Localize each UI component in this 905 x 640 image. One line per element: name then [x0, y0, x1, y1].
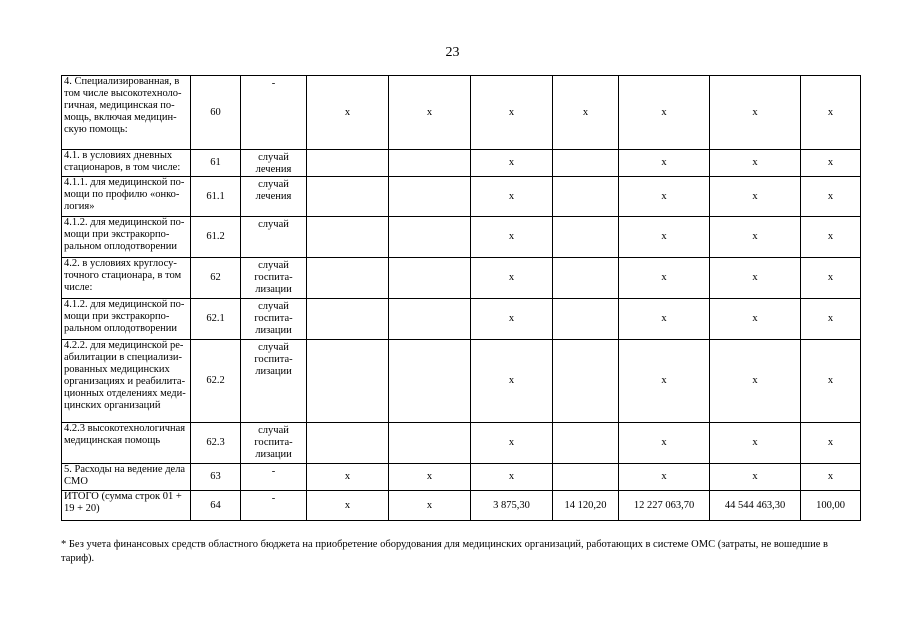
row-unit: случай госпита-лизации	[241, 423, 307, 464]
row-value-cell: x	[801, 177, 861, 217]
row-value-cell: x	[710, 464, 801, 491]
row-value-cell	[389, 217, 471, 258]
row-name: ИТОГО (сумма строк 01 + 19 + 20)	[62, 491, 191, 521]
row-value-cell: x	[471, 464, 553, 491]
row-value-cell: x	[710, 299, 801, 340]
row-value-cell: x	[801, 340, 861, 423]
row-value-cell	[553, 423, 619, 464]
row-value-cell: x	[389, 76, 471, 150]
row-name: 4.1.1. для медицинской по-мощи по профилю «онко-логия»	[62, 177, 191, 217]
table-row	[62, 423, 861, 464]
row-value-cell: x	[619, 299, 710, 340]
row-value-cell	[307, 258, 389, 299]
row-value-cell: x	[801, 258, 861, 299]
row-value-cell	[389, 423, 471, 464]
row-code: 63	[191, 464, 241, 491]
row-value-cell: x	[471, 76, 553, 150]
row-value-cell	[553, 340, 619, 423]
table-row	[62, 299, 861, 340]
row-name: 4. Специализированная, в том числе высокотехноло-гичная, медицинская по-мощь, включая медицин-скую помощь:	[62, 76, 191, 150]
row-code: 61.1	[191, 177, 241, 217]
row-value-cell: x	[307, 464, 389, 491]
row-value-cell: x	[619, 423, 710, 464]
row-value-cell: x	[619, 217, 710, 258]
row-unit: -	[241, 491, 307, 521]
row-name: 4.2. в условиях круглосу-точного стационара, в том числе:	[62, 258, 191, 299]
row-value-cell: x	[801, 299, 861, 340]
row-value-cell: 44 544 463,30	[710, 491, 801, 521]
row-name: 4.1. в условиях дневных стационаров, в том числе:	[62, 150, 191, 177]
data-table	[61, 75, 861, 521]
row-value-cell: x	[619, 464, 710, 491]
row-unit: -	[241, 464, 307, 491]
row-value-cell	[307, 340, 389, 423]
row-value-cell: 12 227 063,70	[619, 491, 710, 521]
row-value-cell: x	[710, 258, 801, 299]
row-code: 61	[191, 150, 241, 177]
table-row	[62, 217, 861, 258]
row-unit: случай госпита-лизации	[241, 340, 307, 423]
row-value-cell: x	[619, 258, 710, 299]
row-name: 4.1.2. для медицинской по-мощи при экстракорпо-ральном оплодотворении	[62, 217, 191, 258]
row-value-cell: x	[553, 76, 619, 150]
row-value-cell	[389, 258, 471, 299]
row-value-cell: x	[801, 76, 861, 150]
row-value-cell: x	[801, 464, 861, 491]
row-value-cell: x	[710, 423, 801, 464]
row-value-cell: x	[710, 150, 801, 177]
row-value-cell	[307, 299, 389, 340]
row-value-cell	[389, 299, 471, 340]
row-value-cell: x	[307, 76, 389, 150]
row-value-cell: x	[389, 464, 471, 491]
row-value-cell: x	[619, 177, 710, 217]
row-value-cell	[389, 177, 471, 217]
row-value-cell: x	[801, 423, 861, 464]
row-value-cell	[553, 150, 619, 177]
row-value-cell	[553, 299, 619, 340]
row-unit: случай госпита-лизации	[241, 299, 307, 340]
row-code: 62.2	[191, 340, 241, 423]
row-value-cell: x	[710, 76, 801, 150]
row-value-cell: x	[801, 150, 861, 177]
table-row	[62, 258, 861, 299]
page-number: 23	[445, 45, 460, 60]
row-name: 4.2.3 высокотехнологичная медицинская помощь	[62, 423, 191, 464]
row-value-cell	[389, 150, 471, 177]
row-value-cell: x	[471, 423, 553, 464]
row-value-cell	[307, 177, 389, 217]
row-name: 5. Расходы на ведение дела СМО	[62, 464, 191, 491]
row-code: 61.2	[191, 217, 241, 258]
row-code: 64	[191, 491, 241, 521]
row-unit: случай	[241, 217, 307, 258]
row-unit: случай лечения	[241, 177, 307, 217]
row-value-cell: x	[619, 150, 710, 177]
row-value-cell: 100,00	[801, 491, 861, 521]
row-value-cell	[553, 177, 619, 217]
row-value-cell: x	[471, 177, 553, 217]
row-value-cell	[307, 150, 389, 177]
row-name: 4.2.2. для медицинской ре-абилитации в специализи-рованных медицинских организациях и реабилита-ционных отделениях меди-цинских организаций	[62, 340, 191, 423]
row-code: 62	[191, 258, 241, 299]
table-row	[62, 76, 861, 150]
row-name: 4.1.2. для медицинской по-мощи при экстракорпо-ральном оплодотворении	[62, 299, 191, 340]
row-value-cell: x	[471, 340, 553, 423]
row-value-cell: x	[471, 299, 553, 340]
row-value-cell: x	[619, 340, 710, 423]
row-value-cell: x	[710, 217, 801, 258]
table-row	[62, 177, 861, 217]
row-value-cell	[307, 423, 389, 464]
row-value-cell: x	[471, 258, 553, 299]
table-row	[62, 340, 861, 423]
row-value-cell: x	[710, 177, 801, 217]
table-row	[62, 150, 861, 177]
row-unit: случай госпита-лизации	[241, 258, 307, 299]
row-value-cell	[553, 217, 619, 258]
row-unit: -	[241, 76, 307, 150]
row-unit: случай лечения	[241, 150, 307, 177]
row-value-cell: x	[801, 217, 861, 258]
row-value-cell	[553, 258, 619, 299]
row-value-cell: x	[389, 491, 471, 521]
row-value-cell: x	[471, 217, 553, 258]
row-value-cell: 3 875,30	[471, 491, 553, 521]
row-value-cell: x	[619, 76, 710, 150]
row-value-cell: x	[471, 150, 553, 177]
footnote: * Без учета финансовых средств областного бюджета на приобретение оборудования для медицинских организаций, работающих в системе ОМС (затраты, не вошедшие в тариф).	[61, 539, 828, 564]
row-code: 62.3	[191, 423, 241, 464]
row-value-cell: 14 120,20	[553, 491, 619, 521]
row-value-cell: x	[710, 340, 801, 423]
row-code: 62.1	[191, 299, 241, 340]
table-row	[62, 464, 861, 491]
row-code: 60	[191, 76, 241, 150]
table-row	[62, 491, 861, 521]
row-value-cell: x	[307, 491, 389, 521]
row-value-cell	[307, 217, 389, 258]
row-value-cell	[553, 464, 619, 491]
row-value-cell	[389, 340, 471, 423]
